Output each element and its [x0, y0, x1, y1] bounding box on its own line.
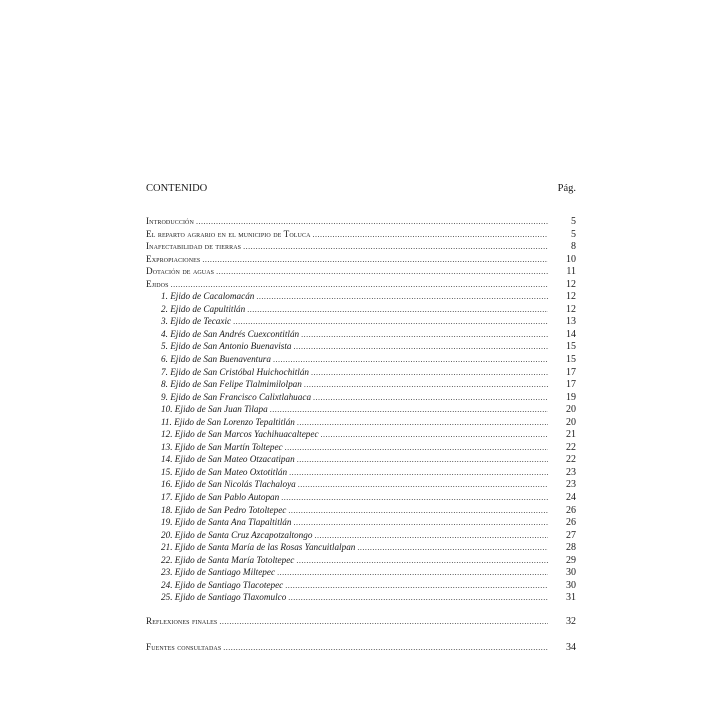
toc-subentry-title: 21. Ejido de Santa María de las Rosas Yancuitlalpan	[161, 542, 356, 553]
toc-entry-reflexiones-finales[interactable]	[146, 615, 576, 628]
dot-leader	[256, 291, 548, 304]
toc-subentry[interactable]	[146, 554, 576, 567]
toc-entry-page: 32	[566, 615, 576, 627]
toc-entry-title: Inafectabilidad de tierras	[146, 241, 242, 252]
toc-entry-page: 8	[571, 241, 576, 253]
toc-subentry-page: 26	[566, 517, 576, 529]
toc-entry-title: Expropiaciones	[146, 253, 201, 264]
toc-subentry-title: 5. Ejido de San Antonio Buenavista	[161, 341, 292, 352]
toc-subentry[interactable]	[146, 303, 576, 316]
toc-subentry[interactable]	[146, 579, 576, 592]
toc-subentry-title: 23. Ejido de Santiago Miltepec	[161, 567, 276, 578]
toc-entry-page: 5	[571, 228, 576, 240]
toc-header	[146, 182, 576, 196]
page-column-label: Pág.	[557, 183, 576, 194]
toc-subentry-page: 28	[566, 542, 576, 554]
dot-leader	[321, 429, 548, 442]
dot-leader	[219, 616, 548, 629]
toc-subentry-title: 11. Ejido de San Lorenzo Tepaltitlán	[161, 416, 295, 427]
dot-leader	[243, 241, 548, 254]
toc-entry-title: Fuentes consultadas	[146, 641, 222, 652]
dot-leader	[285, 580, 548, 593]
toc-subentry[interactable]	[146, 504, 576, 517]
toc-subentry-page: 23	[566, 466, 576, 478]
toc-entry-expropiaciones[interactable]	[146, 253, 576, 266]
toc-subentry[interactable]	[146, 416, 576, 429]
toc-subentry-page: 17	[566, 379, 576, 391]
toc-subentry[interactable]	[146, 566, 576, 579]
toc-subentry-title: 13. Ejido de San Martín Toltepec	[161, 441, 283, 452]
toc-subentry-title: 10. Ejido de San Juan Tilapa	[161, 404, 268, 415]
toc-entry-introduccion[interactable]	[146, 215, 576, 228]
toc-subentry-title: 12. Ejido de San Marcos Yachihuacaltepec	[161, 429, 319, 440]
dot-leader	[223, 642, 548, 655]
toc-subentry[interactable]	[146, 541, 576, 554]
toc-subentry-title: 17. Ejido de San Pablo Autopan	[161, 492, 280, 503]
toc-subentry[interactable]	[146, 478, 576, 491]
toc-subentry[interactable]	[146, 428, 576, 441]
toc-subentry[interactable]	[146, 328, 576, 341]
toc-entry-page: 12	[566, 278, 576, 290]
toc-subentry[interactable]	[146, 529, 576, 542]
toc-subentry-title: 16. Ejido de San Nicolás Tlachaloya	[161, 479, 296, 490]
toc-subentry-page: 15	[566, 354, 576, 366]
toc-subentry-title: 19. Ejido de Santa Ana Tlapaltitlán	[161, 517, 292, 528]
toc-subentry-title: 8. Ejido de San Felipe Tlalmimilolpan	[161, 379, 302, 390]
dot-leader	[288, 592, 548, 605]
toc-entry-fuentes-consultadas[interactable]	[146, 641, 576, 654]
toc-subentry-page: 27	[566, 529, 576, 541]
dot-leader	[297, 454, 548, 467]
toc-subentry-title: 18. Ejido de San Pedro Totoltepec	[161, 504, 287, 515]
toc-subentry-title: 15. Ejido de San Mateo Oxtotitlán	[161, 466, 288, 477]
toc-subentry-page: 29	[566, 554, 576, 566]
dot-leader	[313, 392, 548, 405]
toc-entry-reparto-agrario[interactable]	[146, 228, 576, 241]
toc-subentry-page: 24	[566, 492, 576, 504]
dot-leader	[293, 341, 548, 354]
dot-leader	[277, 567, 548, 580]
dot-leader	[216, 266, 548, 279]
dot-leader	[313, 229, 548, 242]
toc-subentry-page: 30	[566, 579, 576, 591]
toc-entry-page: 34	[566, 641, 576, 653]
toc-subentry-page: 20	[566, 416, 576, 428]
toc-subentry[interactable]	[146, 290, 576, 303]
toc-entry-ejidos[interactable]	[146, 278, 576, 291]
toc-subentry-page: 17	[566, 366, 576, 378]
toc-title: CONTENIDO	[146, 183, 208, 194]
toc-subentry[interactable]	[146, 441, 576, 454]
toc-subentry-title: 1. Ejido de Cacalomacán	[161, 291, 255, 302]
toc-subentry-page: 12	[566, 291, 576, 303]
toc-subentry-title: 25. Ejido de Santiago Tlaxomulco	[161, 592, 287, 603]
dot-leader	[247, 304, 548, 317]
toc-subentry-page: 31	[566, 592, 576, 604]
toc-entry-title: Introducción	[146, 216, 194, 226]
dot-leader	[202, 254, 548, 267]
toc-subentry-title: 7. Ejido de San Cristóbal Huichochitlán	[161, 366, 310, 377]
toc-subentry-title: 20. Ejido de Santa Cruz Azcapotzaltongo	[161, 529, 313, 540]
toc-entry-page: 11	[566, 266, 576, 278]
dot-leader	[304, 379, 548, 392]
toc-subentry[interactable]	[146, 491, 576, 504]
toc-subentry-page: 19	[566, 391, 576, 403]
toc-subentry-title: 22. Ejido de Santa María Totoltepec	[161, 554, 295, 565]
toc-subentry[interactable]	[146, 403, 576, 416]
toc-subentry[interactable]	[146, 591, 576, 604]
toc-subentry[interactable]	[146, 391, 576, 404]
dot-leader	[288, 505, 548, 518]
dot-leader	[296, 555, 548, 568]
toc-entry-title: Dotación de aguas	[146, 266, 215, 277]
toc-entry-title: Reflexiones finales	[146, 615, 218, 626]
dot-leader	[297, 417, 548, 430]
toc-subentry[interactable]	[146, 366, 576, 379]
toc-subentry-page: 15	[566, 341, 576, 353]
toc-subentry-title: 4. Ejido de San Andrés Cuexcontitlán	[161, 328, 300, 339]
dot-leader	[298, 479, 548, 492]
toc-subentry-title: 6. Ejido de San Buenaventura	[161, 354, 271, 365]
dot-leader	[357, 542, 548, 555]
toc-subentry[interactable]	[146, 378, 576, 391]
toc-entry-title: Ejidos	[146, 278, 169, 289]
toc-entry-inafectabilidad[interactable]	[146, 240, 576, 253]
toc-subentry-page: 26	[566, 504, 576, 516]
toc-subentry-page: 13	[566, 316, 576, 328]
dot-leader	[273, 354, 548, 367]
dot-leader	[285, 442, 548, 455]
toc-subentry-page: 22	[566, 454, 576, 466]
toc-subentry[interactable]	[146, 315, 576, 328]
toc-subentry-page: 12	[566, 303, 576, 315]
toc-entry-page: 10	[566, 253, 576, 265]
toc-entry-title: El reparto agrario en el municipio de Toluca	[146, 228, 311, 239]
toc-subentry[interactable]	[146, 516, 576, 529]
toc-subentry-title: 24. Ejido de Santiago Tlacotepec	[161, 579, 284, 590]
table-of-contents	[146, 182, 576, 653]
toc-subentry-page: 22	[566, 441, 576, 453]
toc-subentry[interactable]	[146, 453, 576, 466]
toc-subentry-page: 20	[566, 404, 576, 416]
toc-subentry[interactable]	[146, 340, 576, 353]
dot-leader	[270, 404, 548, 417]
toc-subentry-page: 30	[566, 567, 576, 579]
toc-entry-dotacion-aguas[interactable]	[146, 265, 576, 278]
dot-leader	[301, 329, 548, 342]
toc-subentry-title: 14. Ejido de San Mateo Otzacatipan	[161, 454, 295, 465]
toc-subentry-page: 21	[566, 429, 576, 441]
dot-leader	[289, 467, 548, 480]
toc-subentry-page: 23	[566, 479, 576, 491]
toc-subentry-page: 14	[566, 328, 576, 340]
dot-leader	[294, 517, 549, 530]
toc-subentry[interactable]	[146, 466, 576, 479]
toc-subentry-title: 2. Ejido de Capultitlán	[161, 303, 246, 314]
toc-subentry-title: 3. Ejido de Tecaxic	[161, 316, 232, 327]
toc-subentry-title: 9. Ejido de San Francisco Calixtlahuaca	[161, 391, 312, 402]
dot-leader	[311, 367, 548, 380]
dot-leader	[281, 492, 548, 505]
toc-subentry[interactable]	[146, 353, 576, 366]
toc-entry-page: 5	[571, 216, 576, 227]
